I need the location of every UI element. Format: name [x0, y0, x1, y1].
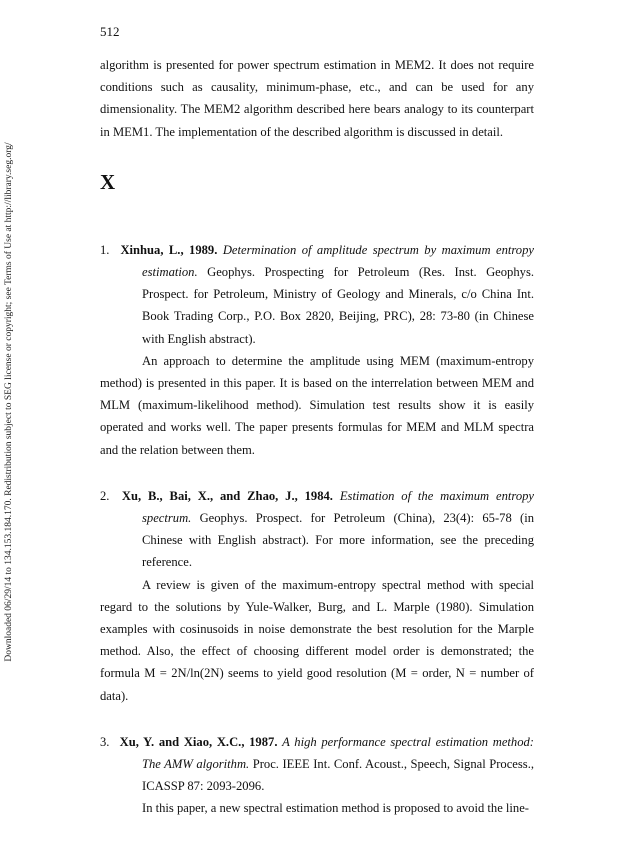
page-body [100, 54, 534, 844]
reference-summary: In this paper, a new spectral estimation method is proposed to avoid the line- [142, 801, 530, 816]
reference-entry-3 [100, 731, 534, 820]
reference-authors: Xu, Y. and Xiao, X.C., 1987. [119, 734, 278, 749]
reference-citation [100, 731, 534, 798]
intro-paragraph: algorithm is presented for power spectrum estimation in MEM2. It does not require conditions such as causality, minimum-phase, etc., and can be used for any dimensionality. The MEM2 algorithm described here bears analogy to its counterpart in MEM1. The implementation of the described algorithm is discussed in detail. [100, 58, 534, 139]
section-heading: X [100, 169, 116, 194]
reference-citation [100, 239, 534, 350]
reference-number: 2. [100, 488, 110, 503]
reference-title: A high performance spectral estimation method: The AMW algorithm. [142, 734, 534, 772]
reference-source: Geophys. Prospect. for Petroleum (China), 23(4): 65-78 (in Chinese with English abstract). For more information, see the preceding reference. [142, 511, 534, 570]
download-notice: Downloaded 06/29/14 to 134.153.184.170. Redistribution subject to SEG license or copyright; see Terms of Use at http://library.seg.org/ [4, 142, 14, 662]
reference-entry-1 [100, 239, 534, 461]
reference-source: Geophys. Prospecting for Petroleum (Res. Inst. Geophys. Prospect. for Petroleum, Ministry of Geology and Minerals, c/o China Int. Book Trading Corp., P.O. Box 2820, Beijing, PRC), 28: 73-80 (in Chinese with English abstract). [142, 265, 534, 346]
reference-source: Proc. IEEE Int. Conf. Acoust., Speech, Signal Process., ICASSP 87: 2093-2096. [142, 757, 534, 794]
reference-citation [100, 485, 534, 574]
reference-entry-2 [100, 485, 534, 707]
reference-number: 1. [100, 242, 110, 257]
reference-title: Determination of amplitude spectrum by maximum entropy estimation. [142, 242, 534, 280]
reference-authors: Xu, B., Bai, X., and Zhao, J., 1984. [121, 488, 333, 503]
reference-summary: An approach to determine the amplitude using MEM (maximum-entropy method) is presented in this paper. It is based on the interrelation between MEM and MLM (maximum-likelihood method). Simulation test results show it is easily operated and works well. The paper presents formulas for MEM and MLM spectra and the relation between them. [100, 353, 534, 457]
reference-title: Estimation of the maximum entropy spectrum. [142, 488, 535, 526]
reference-summary: A review is given of the maximum-entropy spectral method with special regard to the solutions by Yule-Walker, Burg, and L. Marple (1980). Simulation examples with cosinusoids in noise demonstrate the best resolution for the Marple method. Also, the effect of choosing different model order is demonstrated; the formula M = 2N/ln(2N) seems to yield good resolution (M = order, N = number of data). [100, 577, 534, 703]
reference-number: 3. [100, 734, 110, 749]
page-number: 512 [100, 24, 120, 39]
reference-authors: Xinhua, L., 1989. [120, 242, 218, 257]
